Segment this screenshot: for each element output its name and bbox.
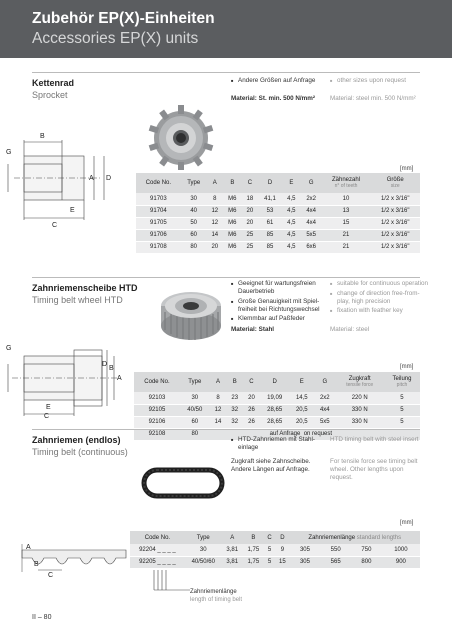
sprocket-title-en: Sprocket [32,90,68,100]
note-item: ■ Geeignet für wartungsfreien Dauerbetrieb [231,280,329,296]
cell: 92103 [134,392,180,404]
cell: 32 [226,416,243,428]
cell: 5 [384,416,420,428]
dim-label-d: D [102,361,108,368]
table-row [136,241,420,253]
dim-label-d: D [106,175,112,182]
cell: 565 [320,556,351,568]
size-subheader: size [390,183,400,189]
col-header: A [210,372,227,392]
cell: 21 [322,229,371,241]
col-header: C [242,173,258,193]
cell: 750 [351,544,382,556]
cell: 4,5 [282,193,301,205]
length-header-en: standard lengths [356,534,402,541]
page-title-de: Zubehör EP(X)-Einheiten [32,10,215,27]
cell: 305 [290,556,321,568]
belt-notes-en: HTD timing belt with steel insert [330,436,419,443]
cell: 92105 [134,404,180,416]
cell: 3,81 [222,544,243,556]
cell: 41,1 [258,193,282,205]
table-row [136,205,420,217]
cell: M6 [223,241,242,253]
cell: 6x6 [301,241,322,253]
table-row [134,404,420,416]
cell: 80 [180,428,210,440]
section-divider [32,277,420,278]
cell: 15 [322,217,371,229]
cell: 2x2 [314,392,335,404]
cell: M6 [223,217,242,229]
cell: 5 [264,556,275,568]
col-header: G [314,372,335,392]
dim-label-c: C [48,572,54,578]
cell: 4x4 [301,217,322,229]
dim-label-g: G [6,149,12,156]
cell: 4,5 [282,229,301,241]
cell: 1/2 x 3/16" [370,193,420,205]
note-item: ■ suitable for continuous operation [330,280,430,288]
cell: 12 [207,217,223,229]
belt-notes-de [231,436,323,454]
page-number: II – 80 [32,614,52,621]
dim-label-a: A [117,375,122,382]
cell: 12 [207,205,223,217]
col-header: A [207,173,223,193]
cell: 92106 [134,416,180,428]
col-header: E [282,173,301,193]
cell: M6 [223,193,242,205]
col-header: B [243,531,264,544]
cell: 85 [258,229,282,241]
dim-label-a: A [26,544,31,551]
col-header-size [370,173,420,193]
sprocket-notes-en [330,77,430,87]
cell: 20 [242,205,258,217]
cell: 1000 [382,544,420,556]
pulley-notes-en [330,280,430,317]
pulley-material-en: Material: steel [330,326,370,333]
table-row [134,416,420,428]
cell: 92204 _ _ _ _ [130,544,185,556]
note-item: ■ Andere Größen auf Anfrage [231,77,329,85]
cell: 4,5 [282,217,301,229]
table-row [134,392,420,404]
col-header: D [258,173,282,193]
cell: 30 [181,193,207,205]
cell: 330 N [335,404,383,416]
cell: 550 [320,544,351,556]
dim-label-b: B [109,365,114,372]
col-header: C [264,531,275,544]
pulley-notes-de [231,280,329,325]
cell: 92205 _ _ _ _ [130,556,185,568]
cell: 60 [180,416,210,428]
dim-label-e: E [46,404,51,411]
teeth-header: Zähnezahl [332,177,361,183]
col-header: Code No. [130,531,185,544]
cell: 85 [258,241,282,253]
length-label-en: length of timing belt [190,597,243,603]
cell: 3,81 [222,556,243,568]
cell: 10 [322,193,371,205]
cell: 20 [207,241,223,253]
cell: 2x2 [301,193,322,205]
dim-label-c: C [52,222,58,228]
col-header-force [335,372,383,392]
cell: 14 [207,229,223,241]
cell: 91706 [136,229,181,241]
note-item: ■ fixation with feather key [330,307,430,315]
cell: M6 [223,205,242,217]
col-header: G [301,173,322,193]
dim-label-a: A [89,175,94,182]
cell: 900 [382,556,420,568]
cell: 20,5 [290,416,315,428]
note-item: ■ change of direction free-from-play, high precision [330,290,430,306]
size-header: Größe [386,177,404,183]
sprocket-material-de: Material: St. min. 500 N/mm² [231,95,315,102]
cell: 1,75 [243,544,264,556]
col-header: D [275,531,289,544]
cell: 1,75 [243,556,264,568]
belt-title-en: Timing belt (continuous) [32,447,128,457]
length-label-de: Zahnriemenlänge [190,589,237,595]
belt-note-en: For tensile force see timing belt wheel. Other lengths upon request. [330,458,418,481]
unit-label: [mm] [400,364,414,370]
table-row [136,193,420,205]
dim-label-g: G [6,345,12,352]
cell: 60 [181,229,207,241]
cell: 8 [210,392,227,404]
cell: 13 [322,205,371,217]
cell: 20 [243,392,260,404]
unit-label: [mm] [400,520,414,526]
col-header: C [243,372,260,392]
cell: 21 [322,241,371,253]
cell: 14,5 [290,392,315,404]
cell: 30 [180,392,210,404]
page-header [0,0,452,58]
cell: M6 [223,229,242,241]
note-item: ■ Große Genauigkeit mit Spiel-freiheit bei Richtungswechsel [231,298,329,314]
cell: 20 [242,217,258,229]
cell: 61 [258,217,282,229]
sprocket-notes-de [231,77,329,87]
table-row [130,544,420,556]
cell: 330 N [335,416,383,428]
cell: 5 [384,404,420,416]
cell: 30 [185,544,222,556]
pulley-material-de: Material: Stahl [231,326,275,333]
sprocket-drawing [4,128,124,228]
pulley-photo [155,284,225,342]
note-item: ■ Klemmbar auf Paßfeder [231,315,329,323]
cell: 20,5 [290,404,315,416]
col-header: E [290,372,315,392]
cell: 9 [275,544,289,556]
sprocket-table [136,173,420,254]
cell: 25 [242,241,258,253]
cell: 40/50 [180,404,210,416]
col-header: Code No. [134,372,180,392]
note-item: ■ other sizes upon request [330,77,430,85]
dim-label-b: B [40,133,45,140]
section-divider [32,429,420,430]
force-header: Zugkraft [348,376,371,382]
col-header: A [222,531,243,544]
pulley-title-de: Zahnriemenscheibe HTD [32,283,138,293]
cell: 5x5 [314,416,335,428]
cell: 14 [210,416,227,428]
table-row [136,217,420,229]
cell: 18 [242,193,258,205]
cell: 15 [275,556,289,568]
cell: 91704 [136,205,181,217]
cell: 4,5 [282,205,301,217]
cell: 25 [242,229,258,241]
sprocket-photo [145,104,215,170]
cell: 800 [351,556,382,568]
unit-label: [mm] [400,166,414,172]
cell: 26 [243,416,260,428]
sprocket-title-de: Kettenrad [32,78,75,88]
cell: 19,09 [260,392,290,404]
col-header: B [226,372,243,392]
page-title-en: Accessories EP(X) units [32,30,199,47]
cell: 4x4 [301,205,322,217]
col-header-length [290,531,420,544]
cell: 53 [258,205,282,217]
belt-profile-drawing [18,540,130,578]
belt-note-de: Zugkraft siehe Zahnscheibe. Andere Längen auf Anfrage. [231,458,311,473]
cell: 5 [384,392,420,404]
request-text-en: on request [303,431,333,437]
col-header: Code No. [136,173,181,193]
cell: 305 [290,544,321,556]
pulley-title-en: Timing belt wheel HTD [32,295,123,305]
belt-table [130,531,420,569]
col-header-teeth [322,173,371,193]
cell: 28,65 [260,404,290,416]
cell: 92108 [134,428,180,440]
table-row [130,556,420,568]
cell: 32 [226,404,243,416]
pitch-header: Teilung [392,376,412,382]
cell: 4,5 [282,241,301,253]
table-row [136,229,420,241]
dim-label-b: B [34,561,39,568]
cell: 8 [207,193,223,205]
cell: 5 [264,544,275,556]
teeth-subheader: n° of teeth [334,183,358,189]
col-header: Type [180,372,210,392]
belt-photo [140,460,226,506]
cell: 1/2 x 3/16" [370,217,420,229]
cell: 5x5 [301,229,322,241]
dim-label-c: C [44,413,50,418]
cell: 91703 [136,193,181,205]
length-header-de: Zahnriemenlänge [308,534,356,541]
col-header: B [223,173,242,193]
col-header-pitch [384,372,420,392]
section-divider [32,72,420,73]
cell: 1/2 x 3/16" [370,205,420,217]
cell: 23 [226,392,243,404]
sprocket-material-en: Material: steel min. 500 N/mm² [330,95,416,102]
cell: 1/2 x 3/16" [370,241,420,253]
col-header: Type [181,173,207,193]
cell: 40/50/60 [185,556,222,568]
request-text-de: auf Anfrage [269,431,301,437]
pitch-subheader: pitch [396,382,408,388]
col-header: Type [185,531,222,544]
cell: 220 N [335,392,383,404]
cell: 28,65 [260,416,290,428]
pulley-table [134,372,420,441]
cell: 4x4 [314,404,335,416]
cell: 91705 [136,217,181,229]
cell: 26 [243,404,260,416]
cell: 40 [181,205,207,217]
col-header: D [260,372,290,392]
pulley-drawing [4,336,128,418]
cell: 12 [210,404,227,416]
note-item: ■ HTD-Zahnriemen mit Stahl-einlage [231,436,323,452]
cell: 80 [181,241,207,253]
dim-label-e: E [70,207,75,214]
cell: 91708 [136,241,181,253]
cell: 50 [181,217,207,229]
force-subheader: tensile force [346,382,374,388]
cell: 1/2 x 3/16" [370,229,420,241]
belt-title-de: Zahnriemen (endlos) [32,435,121,445]
